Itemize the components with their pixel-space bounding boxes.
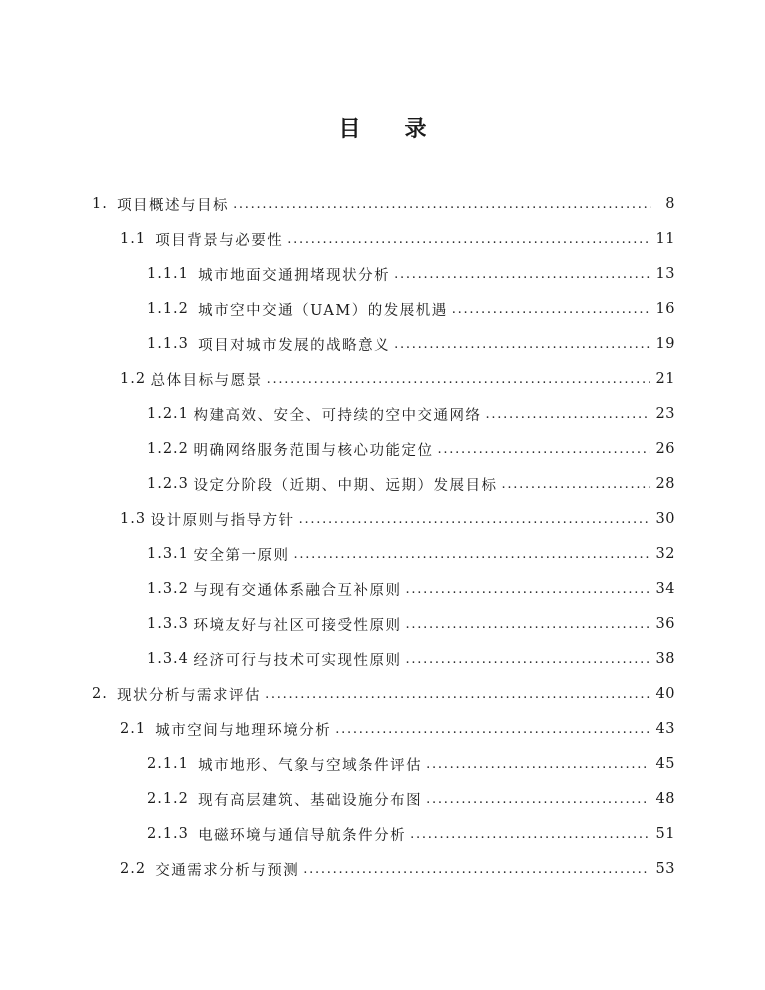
toc-leader-dots xyxy=(335,713,649,745)
toc-entry xyxy=(147,293,675,325)
toc-entry-number: 2.1.1 xyxy=(147,756,189,772)
toc-entry-number: 1.2.3 xyxy=(147,476,189,492)
toc-entry-page: 53 xyxy=(655,861,675,877)
toc-entry-number: 1.2.2 xyxy=(147,441,189,457)
toc-entry xyxy=(147,643,675,675)
toc-leader-dots xyxy=(265,678,649,710)
toc-entry xyxy=(120,853,675,885)
toc-entry-text: 总体目标与愿景 xyxy=(150,372,263,389)
toc-leader-dots xyxy=(452,293,650,325)
toc-entry xyxy=(147,573,675,605)
toc-entry-number: 1.2 xyxy=(120,371,147,387)
toc-entry-text: 与现有交通体系融合互补原则 xyxy=(193,582,402,599)
toc-entry-number: 2.2 xyxy=(120,861,147,877)
toc-entry-page: 43 xyxy=(655,721,675,737)
toc-entry-number: 1.1.3 xyxy=(147,336,189,352)
toc-entry-page: 23 xyxy=(655,406,675,422)
toc-entry-text: 项目概述与目标 xyxy=(117,197,230,214)
toc-entry-page: 16 xyxy=(655,301,675,317)
toc-entry-number: 2.1.3 xyxy=(147,826,189,842)
toc-entry xyxy=(147,328,675,360)
toc-entry-number: 2.1.2 xyxy=(147,791,189,807)
toc-entry-text: 城市空间与地理环境分析 xyxy=(155,722,332,739)
toc-entry xyxy=(120,503,675,535)
toc-title-char-2: 录 xyxy=(404,117,427,142)
toc-leader-dots xyxy=(394,328,649,360)
toc-entry-text: 环境友好与社区可接受性原则 xyxy=(193,617,402,634)
toc-leader-dots xyxy=(299,503,650,535)
toc-entry xyxy=(147,398,675,430)
toc-entry-page: 36 xyxy=(655,616,675,632)
toc-entry-number: 1.1 xyxy=(120,231,147,247)
toc-leader-dots xyxy=(294,538,650,570)
toc-leader-dots xyxy=(426,748,649,780)
toc-entry-text: 电磁环境与通信导航条件分析 xyxy=(198,827,407,844)
toc-entry-number: 1.3.4 xyxy=(147,651,189,667)
toc-entry-number: 1.3 xyxy=(120,511,147,527)
toc-entry-text: 项目背景与必要性 xyxy=(155,232,284,249)
toc-entry xyxy=(92,188,675,220)
toc-leader-dots xyxy=(303,853,649,885)
toc-leader-dots xyxy=(410,818,649,850)
toc-entry-page: 32 xyxy=(655,546,675,562)
toc-entry xyxy=(120,223,675,255)
toc-leader-dots xyxy=(438,433,650,465)
toc-entry-text: 构建高效、安全、可持续的空中交通网络 xyxy=(193,407,482,424)
toc-entry xyxy=(147,258,675,290)
toc-leader-dots xyxy=(486,398,650,430)
toc-entry xyxy=(120,363,675,395)
toc-entry-number: 1.1.1 xyxy=(147,266,189,282)
toc-entry-page: 30 xyxy=(655,511,675,527)
toc-entry-page: 21 xyxy=(655,371,675,387)
toc-entry xyxy=(147,818,675,850)
toc-entry-page: 8 xyxy=(665,196,675,212)
toc-entry-number: 1.1.2 xyxy=(147,301,189,317)
toc-entry-text: 城市空中交通（UAM）的发展机遇 xyxy=(198,302,448,319)
toc-entry-page: 38 xyxy=(655,651,675,667)
toc-leader-dots xyxy=(233,188,651,220)
toc-leader-dots xyxy=(426,783,649,815)
toc-leader-dots xyxy=(287,223,649,255)
toc-title-char-1: 目 xyxy=(338,117,361,142)
toc-entry xyxy=(147,468,675,500)
toc-entry-number: 1.3.3 xyxy=(147,616,189,632)
toc-entry-page: 34 xyxy=(655,581,675,597)
toc-entry-text: 城市地面交通拥堵现状分析 xyxy=(198,267,391,284)
toc-entry-page: 13 xyxy=(655,266,675,282)
toc-entry-text: 安全第一原则 xyxy=(193,547,290,564)
toc-entry-number: 1.3.1 xyxy=(147,546,189,562)
toc-entry-text: 交通需求分析与预测 xyxy=(155,862,300,879)
toc-entry-page: 45 xyxy=(655,756,675,772)
toc-entry xyxy=(147,748,675,780)
toc-entry-text: 经济可行与技术可实现性原则 xyxy=(193,652,402,669)
toc-entry-page: 40 xyxy=(655,686,675,702)
toc-leader-dots xyxy=(406,573,650,605)
toc-leader-dots xyxy=(267,363,650,395)
toc-entry-text: 项目对城市发展的战略意义 xyxy=(198,337,391,354)
toc-entry-text: 现状分析与需求评估 xyxy=(117,687,262,704)
toc-entry xyxy=(147,433,675,465)
toc-entry-text: 现有高层建筑、基础设施分布图 xyxy=(198,792,423,809)
toc-entry xyxy=(147,783,675,815)
toc-entry-number: 2.1 xyxy=(120,721,147,737)
toc-entry xyxy=(147,538,675,570)
toc-entry-number: 2. xyxy=(92,686,108,702)
toc-entry-number: 1. xyxy=(92,196,108,212)
toc-entry xyxy=(147,608,675,640)
toc-entry xyxy=(92,678,675,710)
toc-leader-dots xyxy=(406,643,650,675)
toc-entry-text: 设定分阶段（近期、中期、远期）发展目标 xyxy=(193,477,498,494)
toc-entry-page: 51 xyxy=(655,826,675,842)
toc-entry-number: 1.3.2 xyxy=(147,581,189,597)
toc-entry xyxy=(120,713,675,745)
toc-leader-dots xyxy=(394,258,649,290)
toc-entry-text: 设计原则与指导方针 xyxy=(150,512,295,529)
toc-entry-page: 48 xyxy=(655,791,675,807)
toc-title xyxy=(0,112,765,143)
toc-leader-dots xyxy=(406,608,650,640)
toc-entry-text: 明确网络服务范围与核心功能定位 xyxy=(193,442,434,459)
toc-entry-page: 11 xyxy=(655,231,675,247)
toc-entry-number: 1.2.1 xyxy=(147,406,189,422)
toc-leader-dots xyxy=(502,468,650,500)
toc-entry-text: 城市地形、气象与空域条件评估 xyxy=(198,757,423,774)
toc-entry-page: 19 xyxy=(655,336,675,352)
toc-entry-page: 28 xyxy=(655,476,675,492)
toc-entry-page: 26 xyxy=(655,441,675,457)
